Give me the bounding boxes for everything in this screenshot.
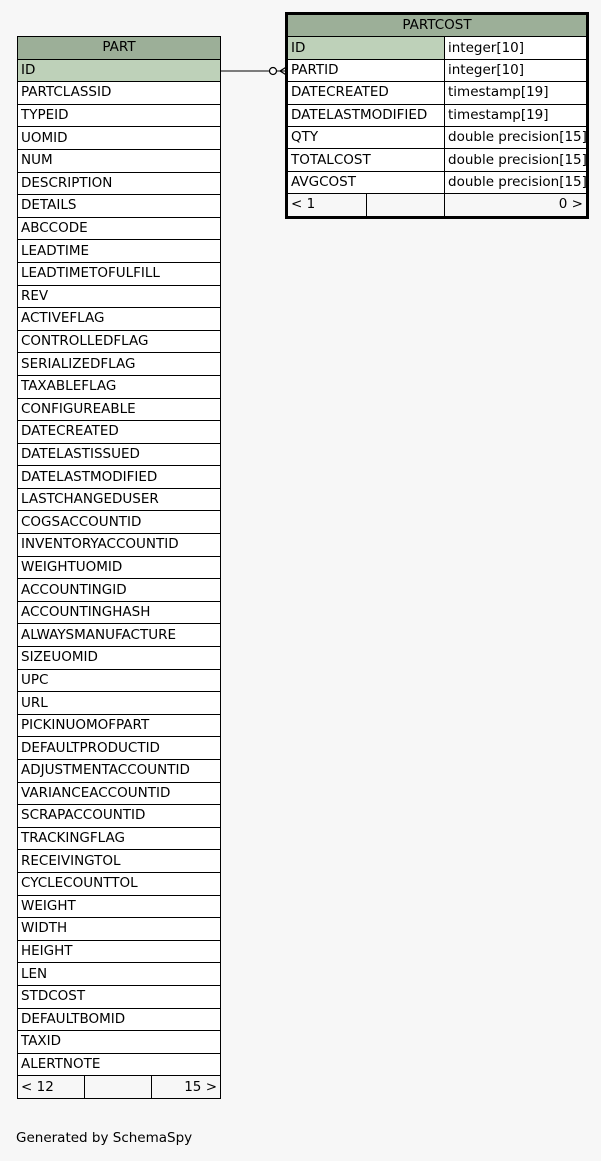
footer-spacer (367, 194, 445, 217)
column-name: DEFAULTPRODUCTID (18, 737, 221, 760)
table-row (18, 1031, 221, 1054)
table-row (18, 895, 221, 918)
table-title[interactable]: PART (18, 37, 221, 60)
column-name: ID (18, 59, 221, 82)
column-type: double precision[15] (445, 149, 588, 171)
table-row (18, 805, 221, 828)
column-name: UPC (18, 669, 221, 692)
column-name: TOTALCOST (287, 149, 445, 171)
table-row (18, 985, 221, 1008)
column-name: ID (287, 37, 445, 59)
column-name: ABCCODE (18, 217, 221, 240)
column-name: CONFIGUREABLE (18, 398, 221, 421)
column-name: ALWAYSMANUFACTURE (18, 624, 221, 647)
table-row (18, 82, 221, 105)
column-name: DATECREATED (287, 82, 445, 104)
column-name: SERIALIZEDFLAG (18, 353, 221, 376)
table-row (18, 104, 221, 127)
column-name: RECEIVINGTOL (18, 850, 221, 873)
column-name: DETAILS (18, 195, 221, 218)
table-row (287, 126, 588, 148)
column-name: UOMID (18, 127, 221, 150)
table-row (18, 692, 221, 715)
footer-spacer (85, 1076, 152, 1099)
table-row (18, 850, 221, 873)
table-partcost[interactable] (285, 12, 589, 219)
column-name: WEIGHT (18, 895, 221, 918)
table-part[interactable] (17, 36, 221, 1099)
column-name: DEFAULTBOMID (18, 1008, 221, 1031)
column-name: STDCOST (18, 985, 221, 1008)
table-row (18, 624, 221, 647)
table-row (287, 149, 588, 171)
column-name: AVGCOST (287, 171, 445, 193)
table-row (18, 149, 221, 172)
table-row (18, 760, 221, 783)
column-name: DATELASTISSUED (18, 443, 221, 466)
column-name: TYPEID (18, 104, 221, 127)
generator-credit: Generated by SchemaSpy (16, 1130, 193, 1146)
table-row (18, 940, 221, 963)
parents-count[interactable]: < 12 (18, 1076, 85, 1099)
children-count[interactable]: 0 > (445, 194, 588, 217)
column-name: REV (18, 285, 221, 308)
table-row (18, 421, 221, 444)
column-name: ALERTNOTE (18, 1053, 221, 1076)
column-name: URL (18, 692, 221, 715)
column-name: PICKINUOMOFPART (18, 714, 221, 737)
column-name: CONTROLLEDFLAG (18, 330, 221, 353)
column-name: DESCRIPTION (18, 172, 221, 195)
table-row (18, 601, 221, 624)
table-row (18, 647, 221, 670)
table-row (18, 1008, 221, 1031)
table-row (18, 556, 221, 579)
column-name: INVENTORYACCOUNTID (18, 534, 221, 557)
table-row (18, 579, 221, 602)
column-name: HEIGHT (18, 940, 221, 963)
table-row (18, 782, 221, 805)
table-row (18, 872, 221, 895)
table-row (18, 443, 221, 466)
column-name: PARTCLASSID (18, 82, 221, 105)
table-row (18, 59, 221, 82)
column-name: COGSACCOUNTID (18, 511, 221, 534)
table-row (18, 963, 221, 986)
column-name: VARIANCEACCOUNTID (18, 782, 221, 805)
table-row (18, 375, 221, 398)
column-type: timestamp[19] (445, 104, 588, 126)
column-name: SCRAPACCOUNTID (18, 805, 221, 828)
table-row (18, 353, 221, 376)
table-row (18, 285, 221, 308)
column-name: DATELASTMODIFIED (287, 104, 445, 126)
table-row (18, 195, 221, 218)
parents-count[interactable]: < 1 (287, 194, 367, 217)
table-footer (287, 194, 588, 217)
table-row (18, 127, 221, 150)
column-name: SIZEUOMID (18, 647, 221, 670)
column-type: double precision[15] (445, 171, 588, 193)
column-name: NUM (18, 149, 221, 172)
column-name: DATELASTMODIFIED (18, 466, 221, 489)
table-row (18, 330, 221, 353)
table-row (18, 217, 221, 240)
column-name: ACCOUNTINGID (18, 579, 221, 602)
children-count[interactable]: 15 > (152, 1076, 221, 1099)
column-name: LASTCHANGEDUSER (18, 488, 221, 511)
column-name: QTY (287, 126, 445, 148)
table-row (18, 534, 221, 557)
table-row (287, 37, 588, 59)
column-name: WIDTH (18, 918, 221, 941)
column-name: TAXID (18, 1031, 221, 1054)
column-type: integer[10] (445, 59, 588, 81)
column-name: DATECREATED (18, 421, 221, 444)
table-row (287, 82, 588, 104)
table-row (18, 240, 221, 263)
table-row (287, 171, 588, 193)
table-row (18, 398, 221, 421)
table-footer (18, 1076, 221, 1099)
column-name: LEN (18, 963, 221, 986)
column-name: CYCLECOUNTTOL (18, 872, 221, 895)
column-name: ACCOUNTINGHASH (18, 601, 221, 624)
table-row (18, 511, 221, 534)
table-row (18, 308, 221, 331)
table-title[interactable]: PARTCOST (287, 14, 588, 37)
column-type: integer[10] (445, 37, 588, 59)
column-name: ACTIVEFLAG (18, 308, 221, 331)
optional-circle-icon (270, 68, 277, 75)
column-name: LEADTIMETOFULFILL (18, 262, 221, 285)
column-type: timestamp[19] (445, 82, 588, 104)
table-row (18, 262, 221, 285)
table-row (18, 1053, 221, 1076)
table-row (287, 59, 588, 81)
table-row (18, 827, 221, 850)
column-name: ADJUSTMENTACCOUNTID (18, 760, 221, 783)
table-row (18, 918, 221, 941)
table-row (18, 488, 221, 511)
table-row (287, 104, 588, 126)
column-name: LEADTIME (18, 240, 221, 263)
table-row (18, 466, 221, 489)
column-name: TRACKINGFLAG (18, 827, 221, 850)
table-row (18, 737, 221, 760)
column-name: PARTID (287, 59, 445, 81)
column-name: WEIGHTUOMID (18, 556, 221, 579)
column-type: double precision[15] (445, 126, 588, 148)
column-name: TAXABLEFLAG (18, 375, 221, 398)
table-row (18, 172, 221, 195)
table-row (18, 669, 221, 692)
table-row (18, 714, 221, 737)
